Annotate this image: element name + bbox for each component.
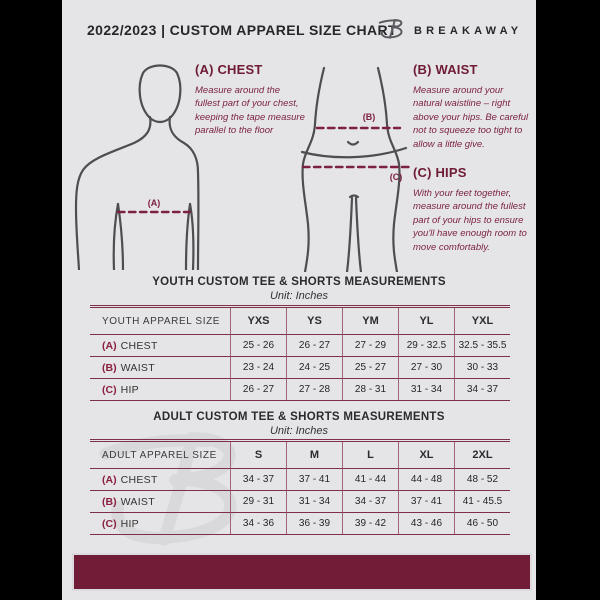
chest-line-label: (A) [147, 198, 161, 208]
table-cell: 34 - 36 [230, 512, 286, 534]
table-cell: 29 - 31 [230, 490, 286, 512]
hips-figure-icon [288, 56, 414, 272]
youth-waist-row-label: (B) WAIST [90, 356, 230, 378]
table-cell: 34 - 37 [342, 490, 398, 512]
hips-line-label: (C) [389, 172, 403, 182]
hips-heading: (C) HIPS [413, 165, 467, 180]
youth-size-col: YM [342, 308, 398, 334]
table-cell: 43 - 46 [398, 512, 454, 534]
chest-heading: (A) CHEST [195, 62, 263, 77]
adult-chest-row-label: (A) CHEST [90, 468, 230, 490]
table-cell: 27 - 30 [398, 356, 454, 378]
table-cell: 31 - 34 [286, 490, 342, 512]
brand-logo [378, 14, 522, 42]
table-cell: 34 - 37 [230, 468, 286, 490]
table-cell: 25 - 27 [342, 356, 398, 378]
footer-accent-bar [72, 553, 532, 591]
table-cell: 36 - 39 [286, 512, 342, 534]
adult-size-col: M [286, 442, 342, 468]
youth-table-unit: Unit: Inches [269, 290, 329, 302]
adult-waist-row-label: (B) WAIST [90, 490, 230, 512]
table-cell: 27 - 28 [286, 378, 342, 400]
table-cell: 41 - 45.5 [454, 490, 510, 512]
waist-measurement-info [413, 62, 529, 151]
adult-size-col: S [230, 442, 286, 468]
adult-size-col: XL [398, 442, 454, 468]
table-cell: 32.5 - 35.5 [454, 334, 510, 356]
hips-measurement-info [413, 165, 529, 254]
adult-size-table [90, 441, 510, 535]
youth-size-col: YXS [230, 308, 286, 334]
table-cell: 44 - 48 [398, 468, 454, 490]
waist-line-label: (B) [362, 112, 376, 122]
youth-table-title: YOUTH CUSTOM TEE & SHORTS MEASUREMENTS [152, 276, 446, 288]
hip-crease-line [302, 148, 406, 157]
adult-table-unit: Unit: Inches [269, 425, 329, 437]
youth-table-header-label: YOUTH APPAREL SIZE [102, 315, 221, 327]
adult-table-header-label: ADULT APPAREL SIZE [102, 449, 217, 461]
table-cell: 26 - 27 [286, 334, 342, 356]
table-cell: 29 - 32.5 [398, 334, 454, 356]
waist-heading: (B) WAIST [413, 62, 478, 77]
size-chart-document [62, 0, 536, 600]
table-cell: 34 - 37 [454, 378, 510, 400]
table-cell: 23 - 24 [230, 356, 286, 378]
adult-size-col: 2XL [454, 442, 510, 468]
page-title: 2022/2023 | CUSTOM APPAREL SIZE CHART [87, 22, 397, 38]
table-cell: 30 - 33 [454, 356, 510, 378]
youth-size-col: YS [286, 308, 342, 334]
table-cell: 39 - 42 [342, 512, 398, 534]
table-cell: 27 - 29 [342, 334, 398, 356]
youth-size-col: YXL [454, 308, 510, 334]
adult-size-col: L [342, 442, 398, 468]
table-cell: 37 - 41 [286, 468, 342, 490]
table-cell: 28 - 31 [342, 378, 398, 400]
table-cell: 46 - 50 [454, 512, 510, 534]
table-cell: 26 - 27 [230, 378, 286, 400]
table-cell: 31 - 34 [398, 378, 454, 400]
torso-figure-icon [70, 56, 204, 270]
youth-size-col: YL [398, 308, 454, 334]
hips-description: With your feet together, measure around the fullest part of your hips to ensure you'll have enough room to move comfortably. [413, 188, 527, 253]
breakaway-b-logo-icon [378, 14, 408, 42]
navel-mark [348, 142, 358, 145]
brand-name: BREAKAWAY [414, 25, 523, 37]
table-cell: 24 - 25 [286, 356, 342, 378]
table-cell: 37 - 41 [398, 490, 454, 512]
youth-chest-row-label: (A) CHEST [90, 334, 230, 356]
table-cell: 41 - 44 [342, 468, 398, 490]
table-cell: 48 - 52 [454, 468, 510, 490]
adult-hip-row-label: (C) HIP [90, 512, 230, 534]
youth-hip-row-label: (C) HIP [90, 378, 230, 400]
table-cell: 25 - 26 [230, 334, 286, 356]
chest-description: Measure around the fullest part of your chest, keeping the tape measure parallel to the floor [195, 85, 305, 137]
waist-description: Measure around your natural waistline – right above your hips. Be careful not to squeeze too tight to allow a little give. [413, 85, 529, 150]
adult-table-title: ADULT CUSTOM TEE & SHORTS MEASUREMENTS [153, 411, 445, 423]
youth-size-table [90, 307, 510, 401]
